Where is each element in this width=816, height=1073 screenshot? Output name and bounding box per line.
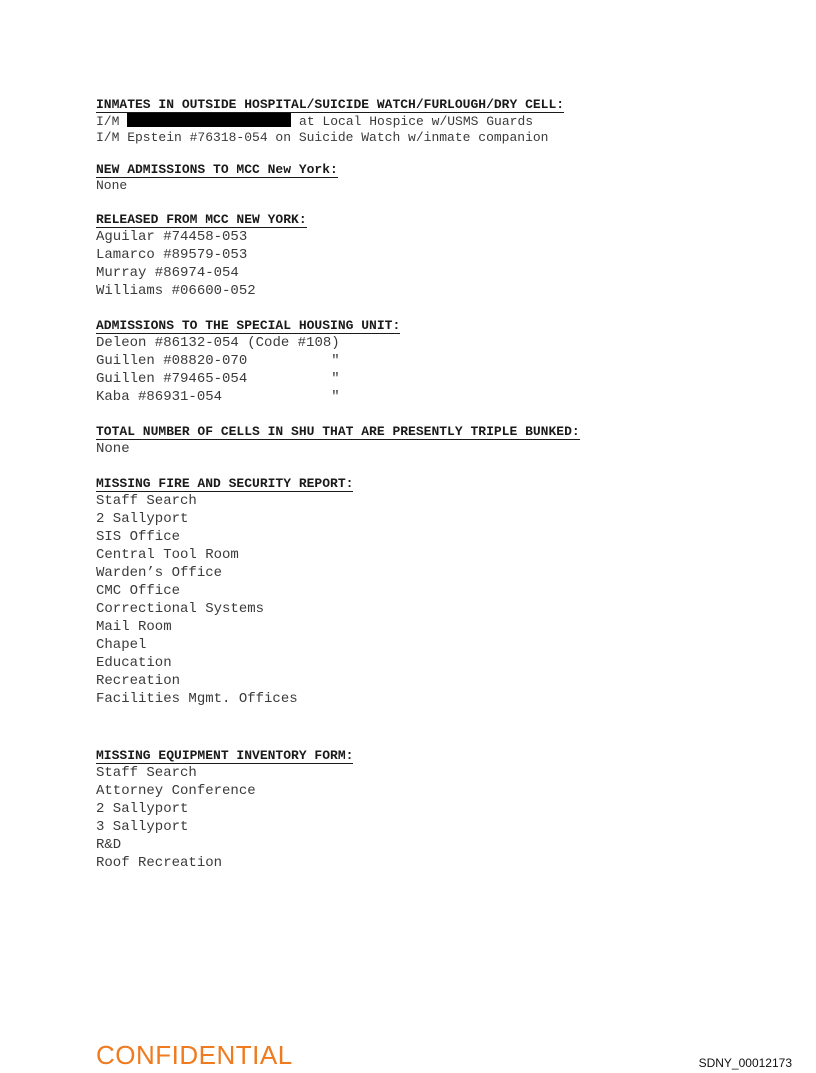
list-item: 2 Sallyport [96, 801, 189, 817]
inmate-line-epstein: I/M Epstein #76318-054 on Suicide Watch w/inmate companion [96, 130, 549, 145]
section-heading: ADMISSIONS TO THE SPECIAL HOUSING UNIT: [96, 318, 401, 333]
section-heading: MISSING EQUIPMENT INVENTORY FORM: [96, 748, 354, 763]
shu-code: " [306, 389, 340, 405]
list-item: Education [96, 655, 172, 671]
list-item: Staff Search [96, 493, 197, 509]
shu-inmate: Guillen #08820-070 [96, 353, 248, 369]
shu-inmate: Kaba #86931-054 [96, 389, 223, 405]
table-row [96, 352, 716, 370]
list-item: Correctional Systems [96, 601, 265, 617]
list-item: Aguilar #74458-053 [96, 229, 248, 245]
inmate-line-redacted [96, 113, 716, 130]
section-released [96, 210, 716, 300]
list-item: Warden’s Office [96, 565, 223, 581]
inmate-suffix: at Local Hospice w/USMS Guards [291, 114, 534, 129]
inmate-prefix: I/M [96, 114, 128, 129]
list-item: Murray #86974-054 [96, 265, 239, 281]
document-page [96, 95, 716, 884]
shu-code: " [306, 371, 340, 387]
section-heading: MISSING FIRE AND SECURITY REPORT: [96, 476, 354, 491]
shu-inmate: Guillen #79465-054 [96, 371, 248, 387]
table-row [96, 334, 716, 352]
list-item: 2 Sallyport [96, 511, 189, 527]
list-item: SIS Office [96, 529, 181, 545]
list-item: CMC Office [96, 583, 181, 599]
list-item: Attorney Conference [96, 783, 256, 799]
list-item: Williams #06600-052 [96, 283, 256, 299]
list-item: None [96, 441, 130, 457]
section-heading: TOTAL NUMBER OF CELLS IN SHU THAT ARE PRESENTLY TRIPLE BUNKED: [96, 424, 580, 439]
section-shu-admissions [96, 316, 716, 406]
list-item: Recreation [96, 673, 181, 689]
section-missing-equipment [96, 746, 716, 872]
section-inmates-outside [96, 95, 716, 146]
section-heading: NEW ADMISSIONS TO MCC New York: [96, 162, 338, 177]
list-item: Chapel [96, 637, 147, 653]
section-heading: RELEASED FROM MCC NEW YORK: [96, 212, 307, 227]
table-row [96, 370, 716, 388]
confidential-label: CONFIDENTIAL [96, 1040, 293, 1070]
list-item: Lamarco #89579-053 [96, 247, 248, 263]
shu-code: (Code #108) [247, 335, 340, 351]
list-item: Staff Search [96, 765, 197, 781]
list-item: R&D [96, 837, 122, 853]
list-item: 3 Sallyport [96, 819, 189, 835]
list-item: Roof Recreation [96, 855, 223, 871]
shu-code: " [306, 353, 340, 369]
redaction-block [127, 113, 291, 127]
section-triple-bunked [96, 422, 716, 458]
table-row [96, 388, 716, 406]
shu-inmate: Deleon #86132-054 [96, 335, 239, 351]
list-item: Mail Room [96, 619, 172, 635]
list-item: Facilities Mgmt. Offices [96, 691, 298, 707]
list-item: None [96, 178, 128, 193]
section-new-admissions [96, 160, 716, 194]
section-missing-fire [96, 474, 716, 708]
bates-number: SDNY_00012173 [698, 1056, 792, 1070]
list-item: Central Tool Room [96, 547, 239, 563]
section-heading: INMATES IN OUTSIDE HOSPITAL/SUICIDE WATCH/FURLOUGH/DRY CELL: [96, 97, 565, 112]
